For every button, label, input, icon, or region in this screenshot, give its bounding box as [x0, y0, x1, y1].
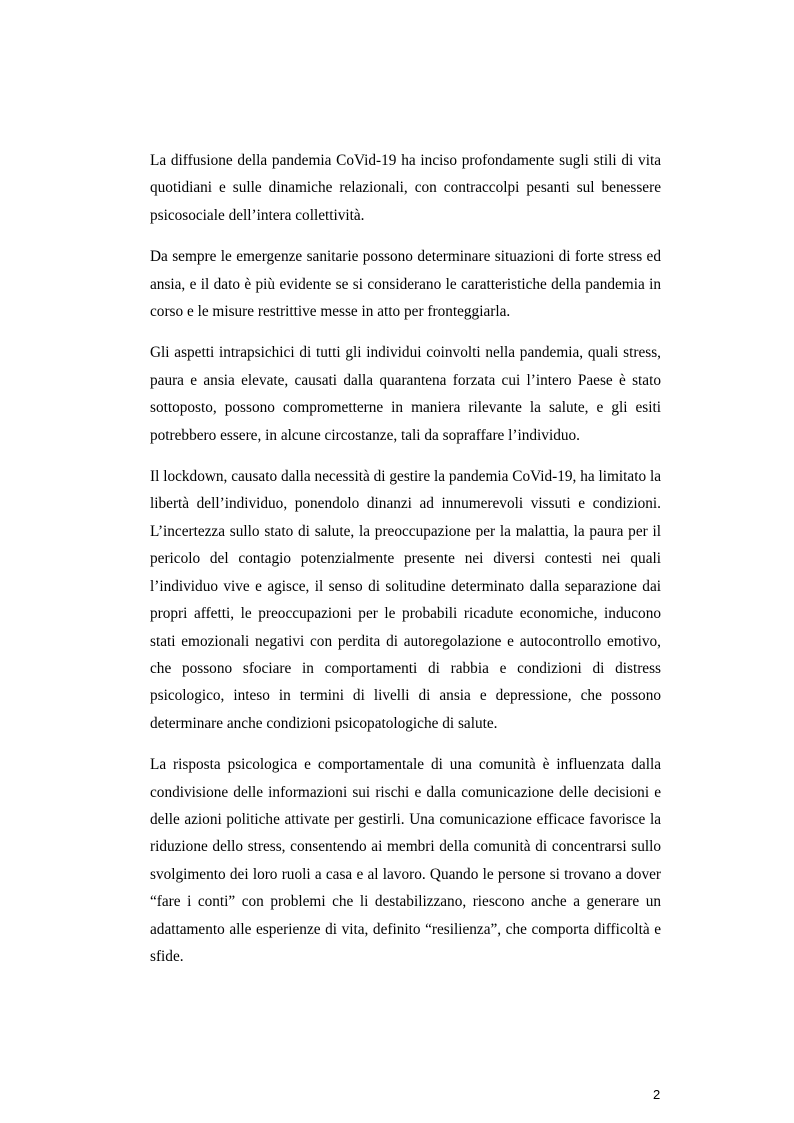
paragraph: Gli aspetti intrapsichici di tutti gli individui coinvolti nella pandemia, quali stress, paura e ansia elevate, causati dalla quarantena forzata cui l’intero Paese è stato sottoposto, possono comprometterne in maniera rilevante la salute, e gli esiti potrebbero essere, in alcune circostanze, tali da sopraffare l’individuo. [150, 344, 661, 444]
paragraph: La diffusione della pandemia CoVid-19 ha inciso profondamente sugli stili di vita quotidiani e sulle dinamiche relazionali, con contraccolpi pesanti sul benessere psicosociale dell’intera collettività. [150, 152, 661, 224]
page-number: 2 [653, 1087, 661, 1102]
body-text [150, 147, 661, 984]
paragraph: Il lockdown, causato dalla necessità di gestire la pandemia CoVid-19, ha limitato la libertà dell’individuo, ponendolo dinanzi ad innumerevoli vissuti e condizioni. L’incertezza sullo stato di salute, la preoccupazione per la malattia, la paura per il pericolo del contagio potenzialmente presente nei diversi contesti nei quali l’individuo vive e agisce, il senso di solitudine determinato dalla separazione dai propri affetti, le preoccupazioni per le probabili ricadute economiche, inducono stati emozionali negativi con perdita di autoregolazione e autocontrollo emotivo, che possono sfociare in comportamenti di rabbia e condizioni di distress psicologico, inteso in termini di livelli di ansia e depressione, che possono determinare anche condizioni psicopatologiche di salute. [150, 468, 661, 732]
paragraph: La risposta psicologica e comportamentale di una comunità è influenzata dalla condivisione delle informazioni sui rischi e dalla comunicazione delle decisioni e delle azioni politiche attivate per gestirli. Una comunicazione efficace favorisce la riduzione dello stress, consentendo ai membri della comunità di concentrarsi sullo svolgimento dei loro ruoli a casa e al lavoro. Quando le persone si trovano a dover “fare i conti” con problemi che li destabilizzano, riescono anche a generare un adattamento alle esperienze di vita, definito “resilienza”, che comporta difficoltà e sfide. [150, 756, 661, 965]
paragraph: Da sempre le emergenze sanitarie possono determinare situazioni di forte stress ed ansia, e il dato è più evidente se si considerano le caratteristiche della pandemia in corso e le misure restrittive messe in atto per fronteggiarla. [150, 248, 661, 321]
